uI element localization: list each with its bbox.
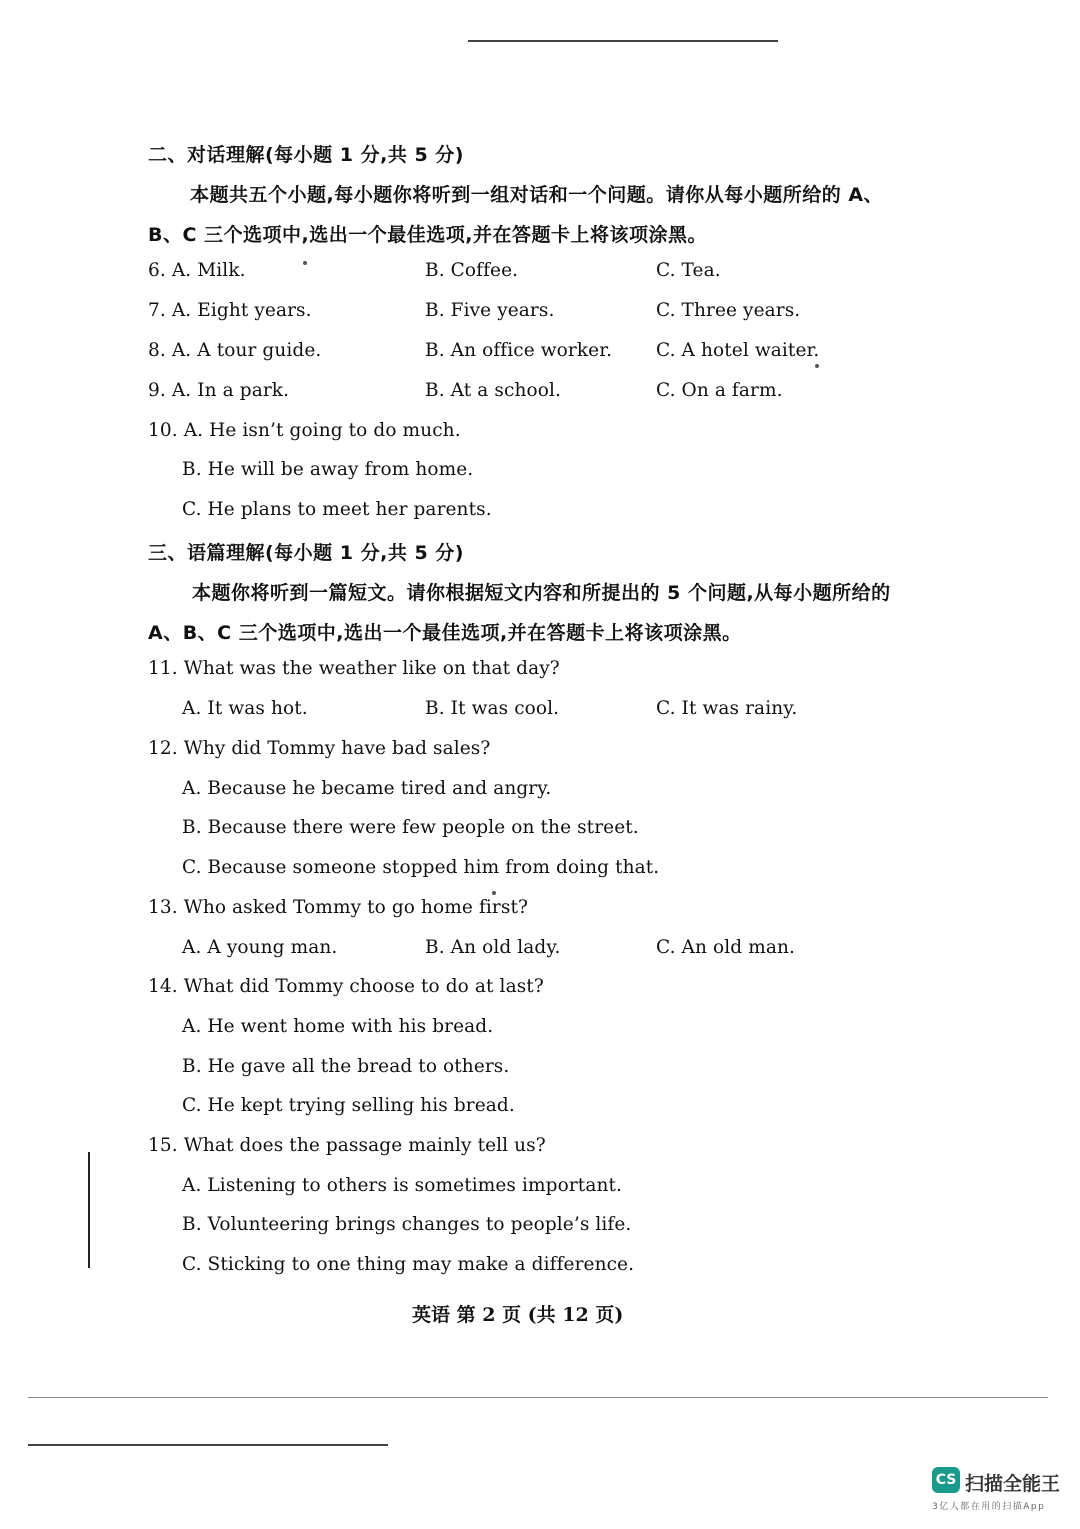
q7-option-c: C. Three years.: [656, 300, 801, 321]
section-2-instructions: B、C 三个选项中,选出一个最佳选项,并在答题卡上将该项涂黑。: [148, 224, 707, 246]
bottom-rule-long: [28, 1397, 1048, 1398]
q10-option-b: B. He will be away from home.: [182, 459, 474, 480]
q13-option-a: A. A young man.: [182, 937, 338, 958]
q8-option-b: B. An office worker.: [425, 340, 613, 361]
q8-option-a: 8. A. A tour guide.: [148, 340, 322, 361]
q14-option-b: B. He gave all the bread to others.: [182, 1056, 510, 1077]
q11-option-c: C. It was rainy.: [656, 698, 798, 719]
q14-option-c: C. He kept trying selling his bread.: [182, 1095, 515, 1116]
q11-question: 11. What was the weather like on that day?: [148, 658, 560, 679]
scanner-watermark-subtitle: 3亿人都在用的扫描App: [932, 1502, 1046, 1512]
scan-speck: [303, 261, 307, 265]
q9-option-a: 9. A. In a park.: [148, 380, 290, 401]
q11-option-a: A. It was hot.: [182, 698, 308, 719]
section-3-instructions: 本题你将听到一篇短文。请你根据短文内容和所提出的 5 个问题,从每小题所给的: [192, 582, 891, 604]
q6-option-a: 6. A. Milk.: [148, 260, 246, 281]
q14-option-a: A. He went home with his bread.: [182, 1016, 494, 1037]
q9-option-b: B. At a school.: [425, 380, 561, 401]
q10-option-a: 10. A. He isn’t going to do much.: [148, 420, 461, 441]
q11-option-b: B. It was cool.: [425, 698, 560, 719]
q13-option-b: B. An old lady.: [425, 937, 561, 958]
margin-binding-line: [88, 1152, 90, 1268]
q12-option-c: C. Because someone stopped him from doing that.: [182, 857, 660, 878]
q12-option-a: A. Because he became tired and angry.: [182, 778, 552, 799]
section-2-heading: 二、对话理解(每小题 1 分,共 5 分): [148, 144, 464, 166]
q6-option-c: C. Tea.: [656, 260, 721, 281]
section-3-heading: 三、语篇理解(每小题 1 分,共 5 分): [148, 542, 464, 564]
section-2-instructions: 本题共五个小题,每小题你将听到一组对话和一个问题。请你从每小题所给的 A、: [190, 184, 884, 206]
q15-question: 15. What does the passage mainly tell us?: [148, 1135, 546, 1156]
q13-question: 13. Who asked Tommy to go home first?: [148, 897, 529, 918]
q8-option-c: C. A hotel waiter.: [656, 340, 820, 361]
q15-option-b: B. Volunteering brings changes to people’s life.: [182, 1214, 632, 1235]
scan-speck: [492, 891, 496, 895]
scanner-logo-icon: CS: [932, 1467, 960, 1493]
q13-option-c: C. An old man.: [656, 937, 795, 958]
q12-option-b: B. Because there were few people on the street.: [182, 817, 639, 838]
q15-option-a: A. Listening to others is sometimes important.: [182, 1175, 622, 1196]
bottom-rule-short: [28, 1444, 388, 1446]
q10-option-c: C. He plans to meet her parents.: [182, 499, 492, 520]
q12-question: 12. Why did Tommy have bad sales?: [148, 738, 491, 759]
q14-question: 14. What did Tommy choose to do at last?: [148, 976, 544, 997]
q9-option-c: C. On a farm.: [656, 380, 783, 401]
page-footer: 英语 第 2 页 (共 12 页): [412, 1304, 624, 1326]
q7-option-a: 7. A. Eight years.: [148, 300, 312, 321]
top-rule: [468, 40, 778, 42]
section-3-instructions: A、B、C 三个选项中,选出一个最佳选项,并在答题卡上将该项涂黑。: [148, 622, 742, 644]
scanner-watermark-title: 扫描全能王: [965, 1473, 1061, 1495]
q7-option-b: B. Five years.: [425, 300, 555, 321]
scan-speck: [815, 364, 819, 368]
q6-option-b: B. Coffee.: [425, 260, 519, 281]
q15-option-c: C. Sticking to one thing may make a difference.: [182, 1254, 635, 1275]
